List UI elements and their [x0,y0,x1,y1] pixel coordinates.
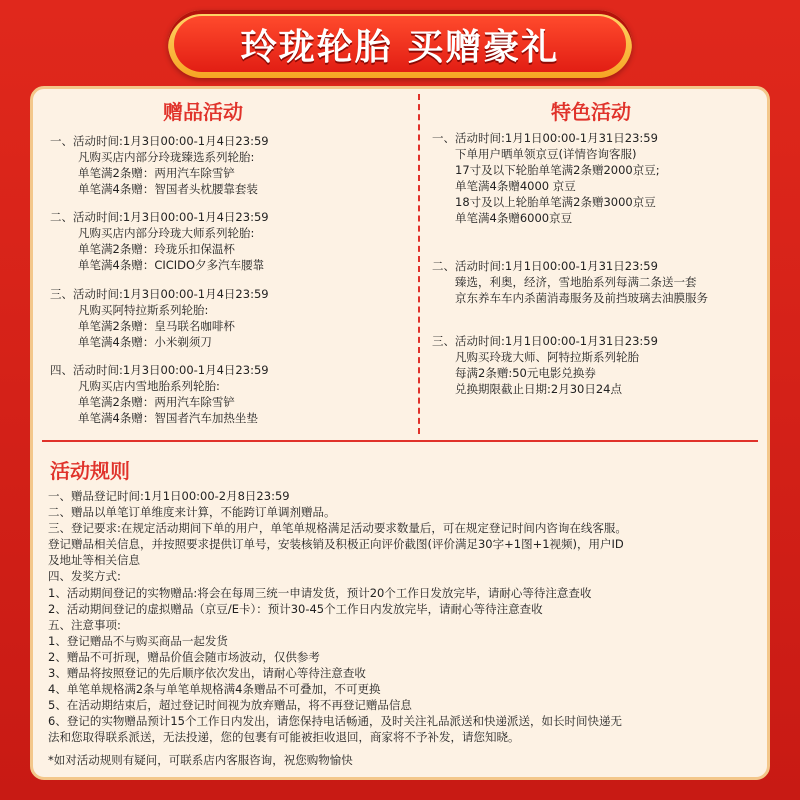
rule-line: 1、登记赠品不与购买商品一起发货 [48,633,228,648]
special-block-1-line-5: 18寸及以上轮胎单笔满2条赠3000京豆 [455,195,656,209]
special-block-3-line-2: 凡购买玲珑大师、阿特拉斯系列轮胎 [455,350,639,364]
gift-block-1-line-3: 单笔满2条赠：两用汽车除雪铲 [78,166,235,180]
gift-block-1-line-1: 一、活动时间:1月3日00:00-1月4日23:59 [50,134,269,148]
gift-block-4-line-1: 四、活动时间:1月3日00:00-1月4日23:59 [50,363,269,377]
gift-block-1-line-2: 凡购买店内部分玲珑臻选系列轮胎: [78,150,255,164]
special-block-2-line-2: 臻选，利奥，经济，雪地胎系列每满二条送一套 [455,275,697,289]
special-block-1-line-3: 17寸及以下轮胎单笔满2条赠2000京豆; [455,163,660,177]
title-banner [168,10,632,78]
rule-line: 一、赠品登记时间:1月1日00:00-2月8日23:59 [48,489,290,503]
rule-line: 6、登记的实物赠品预计15个工作日内发出，请您保持电话畅通，及时关注礼品派送和快递派送，如长时间快递无 [48,714,622,729]
special-block-2-line-1: 二、活动时间:1月1日00:00-1月31日23:59 [432,259,658,273]
gift-block-3-line-3: 单笔满2条赠：皇马联名咖啡杯 [78,319,235,333]
gift-block-1-line-4: 单笔满4条赠：智国者头枕腰靠套装 [78,182,258,196]
gift-block-4-line-2: 凡购买店内雪地胎系列轮胎: [78,379,220,393]
rule-line: 法和您取得联系派送，无法投递，您的包裹有可能被拒收退回，商家将不予补发，请您知晓。 [48,730,520,745]
rule-line: 五、注意事项: [48,617,121,632]
special-block-1-line-4: 单笔满4条赠4000 京豆 [455,179,576,193]
gift-block-3-line-4: 单笔满4条赠：小米剃须刀 [78,335,212,349]
rule-line: 5、在活动期结束后，超过登记时间视为放弃赠品，将不再登记赠品信息 [48,698,412,713]
rule-line: 四、发奖方式: [48,569,121,584]
gift-block-3-line-2: 凡购买阿特拉斯系列轮胎: [78,303,209,317]
gift-section-title: 赠品活动 [163,100,243,124]
special-block-2-line-3: 京东养车车内杀菌消毒服务及前挡玻璃去油膜服务 [455,291,708,305]
rule-line: 三、登记要求:在规定活动期间下单的用户，单笔单规格满足活动要求数量后，可在规定登记时间内咨询在线客服。 [48,521,627,536]
special-block-3-line-3: 每满2条赠:50元电影兑换券 [455,366,596,380]
special-block-1-line-2: 下单用户晒单领京豆(详情咨询客服) [455,147,637,161]
rule-line: 2、活动期间登记的虚拟赠品（京豆/E卡）：预计30-45个工作日内发放完毕，请耐心等待注意查收 [48,601,543,616]
special-block-1-line-6: 单笔满4条赠6000京豆 [455,211,573,225]
vertical-divider [418,94,420,434]
gift-block-2-line-2: 凡购买店内部分玲珑大师系列轮胎: [78,226,255,240]
page-title: 玲珑轮胎 买赠豪礼 [240,26,560,68]
rules-section-title: 活动规则 [50,459,130,483]
rule-line: 二、赠品以单笔订单维度来计算，不能跨订单调剂赠品。 [48,505,336,520]
footer-note: *如对活动规则有疑问，可联系店内客服咨询，祝您购物愉快 [48,753,353,767]
gift-block-2-line-3: 单笔满2条赠：玲珑乐扣保温杯 [78,242,235,256]
rule-line: 及地址等相关信息 [48,553,140,568]
rule-line: 3、赠品将按照登记的先后顺序依次发出，请耐心等待注意查收 [48,666,366,681]
rule-line: 登记赠品相关信息，并按照要求提供订单号，安装核销及积极正向评价截图(评价满足30字+1图+1视频)，用户ID [48,537,624,552]
gift-block-4-line-4: 单笔满4条赠：智国者汽车加热坐垫 [78,411,258,425]
gift-block-2-line-1: 二、活动时间:1月3日00:00-1月4日23:59 [50,210,269,224]
rule-line: 1、活动期间登记的实物赠品:将会在每周三统一申请发货，预计20个工作日发放完毕，请耐心等待注意查收 [48,585,592,600]
special-block-1-line-1: 一、活动时间:1月1日00:00-1月31日23:59 [432,131,658,145]
rule-line: 4、单笔单规格满2条与单笔单规格满4条赠品不可叠加，不可更换 [48,682,381,697]
title-banner-inner [174,16,626,72]
special-section-title: 特色活动 [551,100,631,124]
gift-block-2-line-4: 单笔满4条赠：CICIDO夕多汽车腰靠 [78,258,265,272]
special-block-3-line-4: 兑换期限截止日期:2月30日24点 [455,382,622,396]
special-block-3-line-1: 三、活动时间:1月1日00:00-1月31日23:59 [432,334,658,348]
gift-block-3-line-1: 三、活动时间:1月3日00:00-1月4日23:59 [50,287,269,301]
gift-block-4-line-3: 单笔满2条赠：两用汽车除雪铲 [78,395,235,409]
rules-list [48,488,758,746]
rule-line: 2、赠品不可折现，赠品价值会随市场波动，仅供参考 [48,649,320,664]
horizontal-divider [42,440,758,442]
